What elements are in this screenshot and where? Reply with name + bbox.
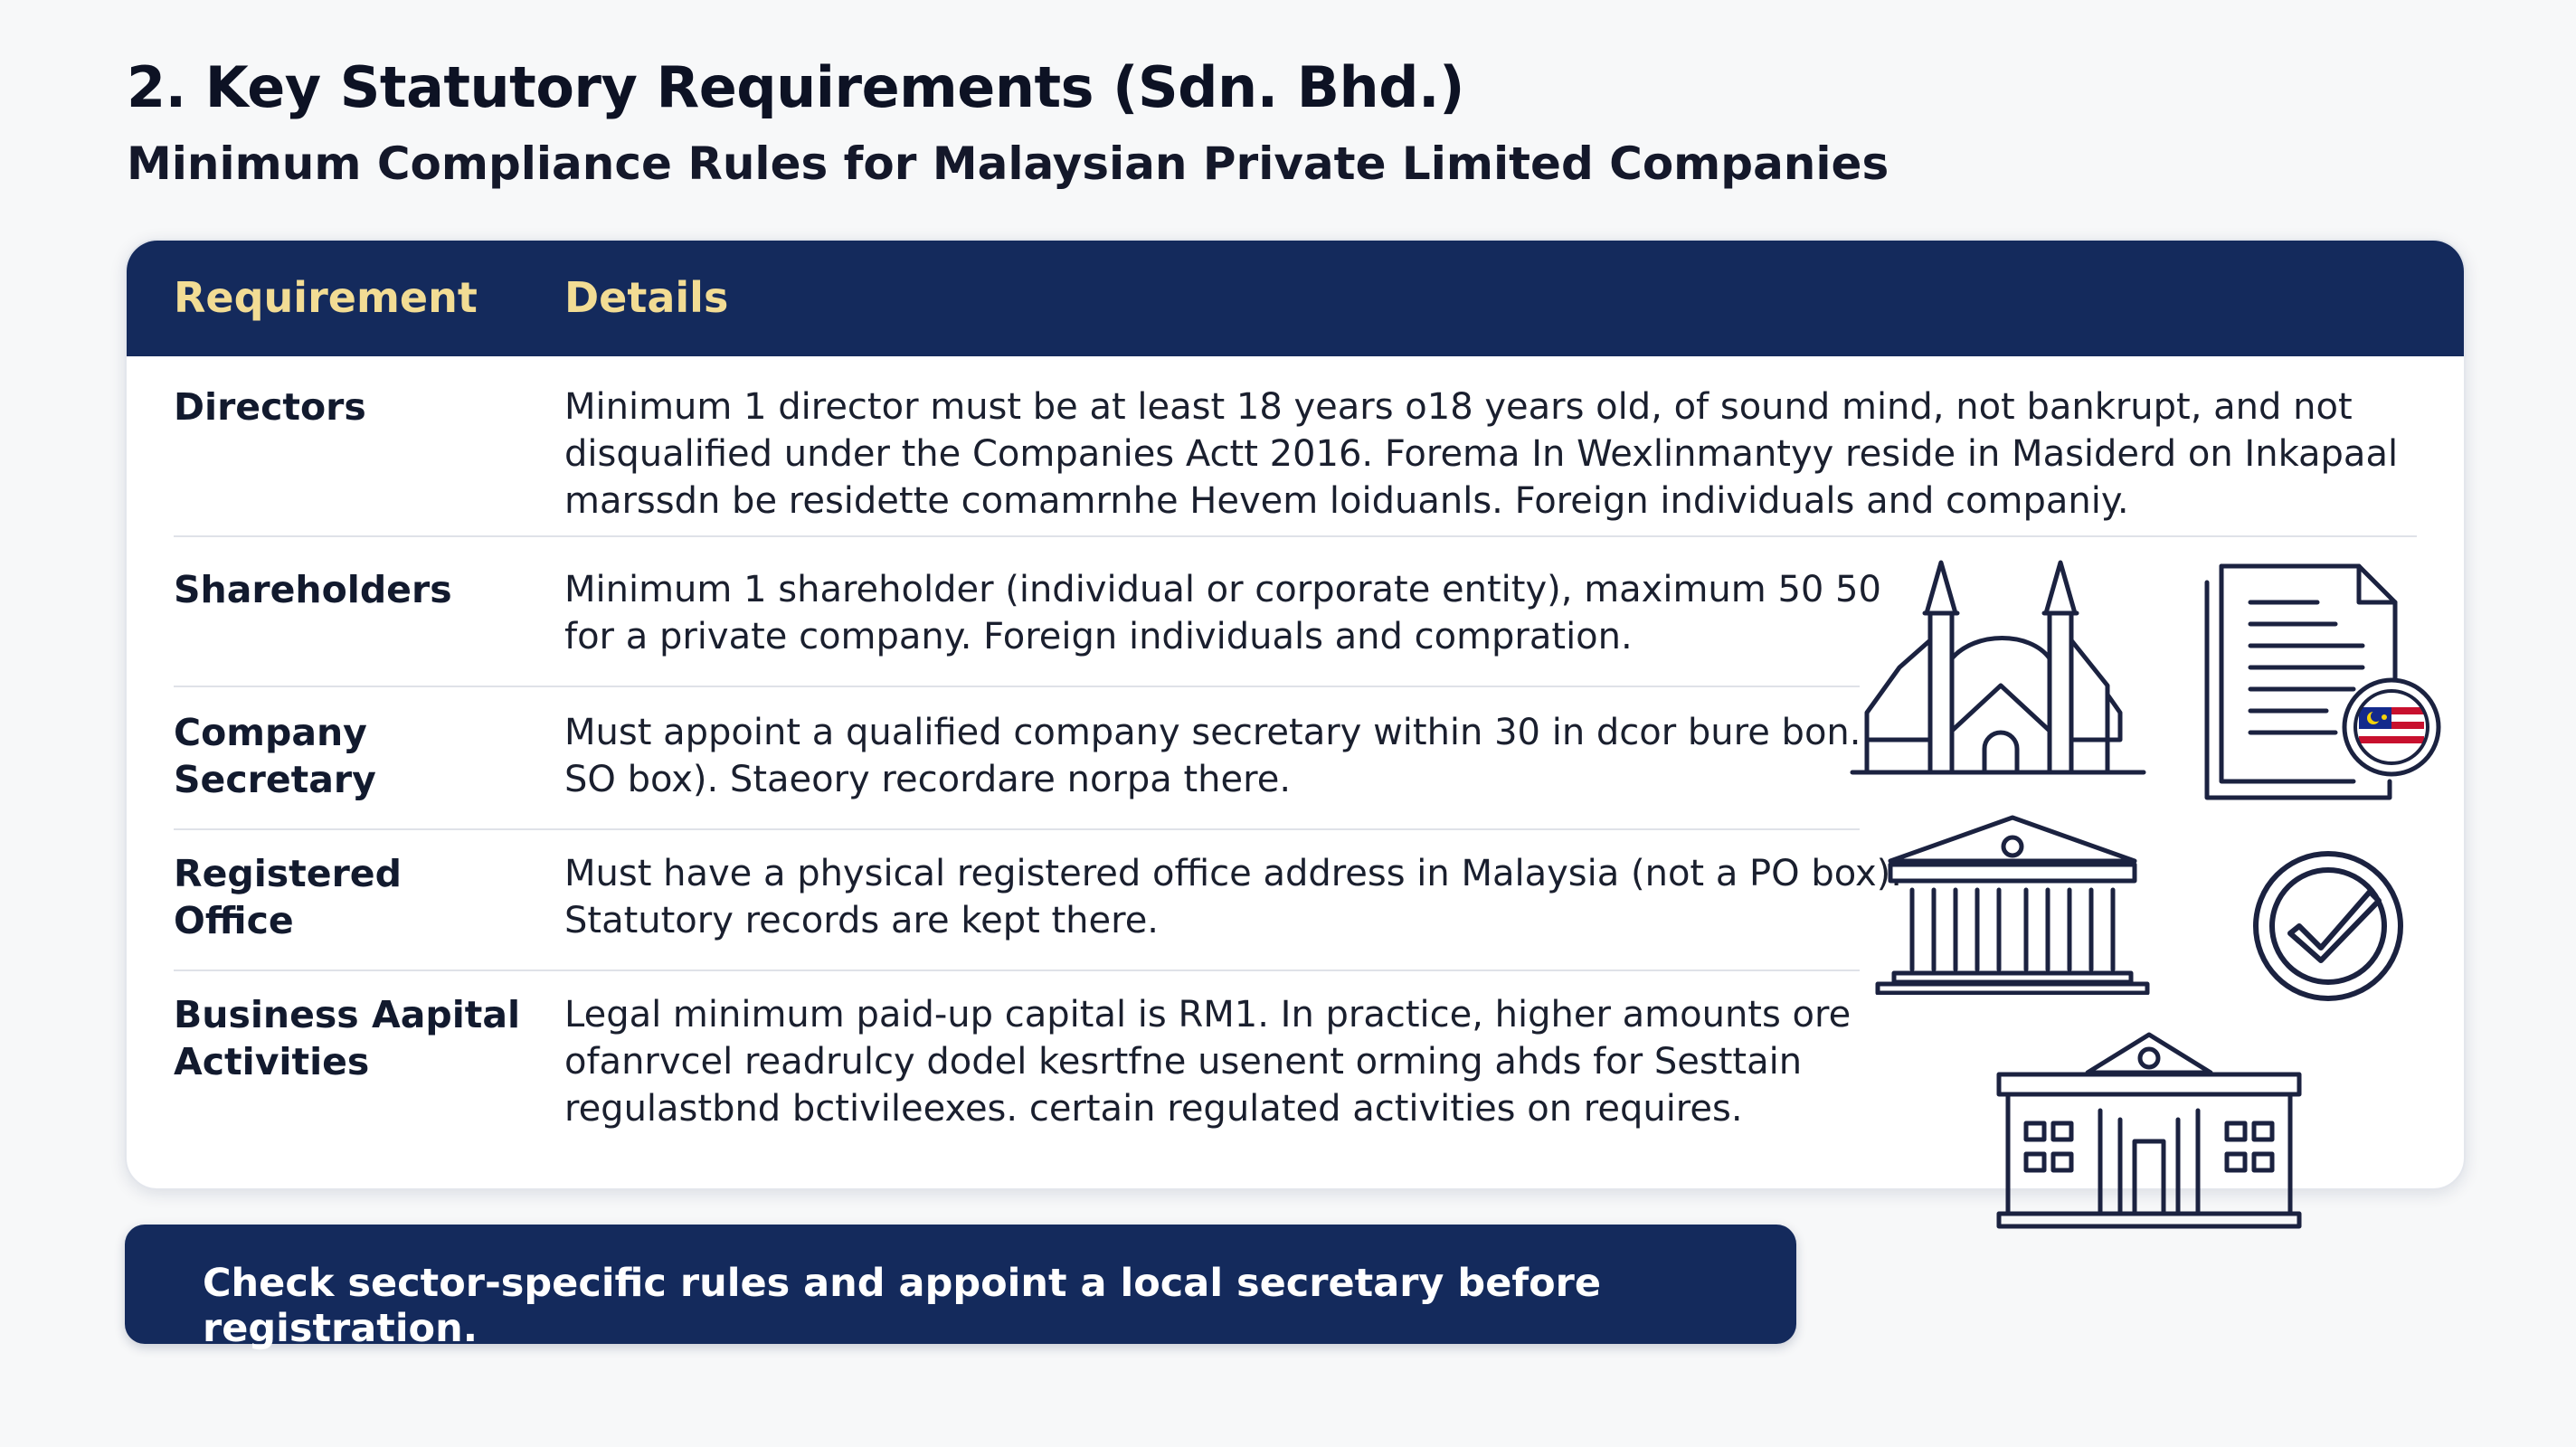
row-divider — [174, 686, 1860, 687]
row-divider — [174, 969, 1860, 971]
row-detail: Minimum 1 shareholder (individual or corporate entity), maximum 50 50 for a private company. Foreign individuals and compration. — [564, 569, 1881, 657]
row-divider — [174, 828, 1860, 830]
row-divider — [174, 535, 2417, 537]
header-requirement: Requirement — [174, 273, 478, 322]
document-with-malaysian-flag-icon — [2200, 561, 2446, 805]
row-label: Company Secretary — [174, 711, 376, 801]
checkmark-circle-icon — [2247, 843, 2410, 1006]
row-detail: Must have a physical registered office address in Malaysia (not a PO box). Statutory records are kept there. — [564, 853, 1902, 941]
page-title: 2. Key Statutory Requirements (Sdn. Bhd.) — [127, 54, 1464, 120]
row-label: Business Aapital Activities — [174, 993, 521, 1083]
row-detail: Legal minimum paid-up capital is RM1. In practice, higher amounts ore ofanrvcel readrulcy dodel kesrtfne usenent orming ahds for Sesttain regulastbnd bctivileexes. certain regulated activities on requires. — [564, 994, 1852, 1130]
row-label: Directors — [174, 385, 366, 429]
row-detail: Must appoint a qualified company secretary within 30 in dcor bure bon. SO box). Staeory recordare norpa there. — [564, 712, 1861, 800]
page-subtitle: Minimum Compliance Rules for Malaysian Private Limited Companies — [127, 137, 1889, 190]
banner-text: Check sector-specific rules and appoint a local secretary before registration. — [203, 1261, 1601, 1351]
header-details: Details — [564, 273, 729, 322]
row-label: Registered Office — [174, 852, 402, 942]
mosque-icon — [1849, 559, 2147, 776]
row-detail: Minimum 1 director must be at least 18 years o18 years old, of sound mind, not bankrupt, and not disqualified under the Companies Actt 2016. Forema In Wexlinmantyy reside in Masiderd on Inkapaal marssdn be residette comamrnhe Hevem loiduanls. Foreign individuals and companiy. — [564, 386, 2399, 522]
row-label: Shareholders — [174, 568, 452, 611]
office-building-icon — [1995, 1029, 2303, 1230]
table-header — [127, 241, 2464, 356]
callout-banner — [125, 1225, 1796, 1351]
courthouse-icon — [1872, 814, 2153, 995]
